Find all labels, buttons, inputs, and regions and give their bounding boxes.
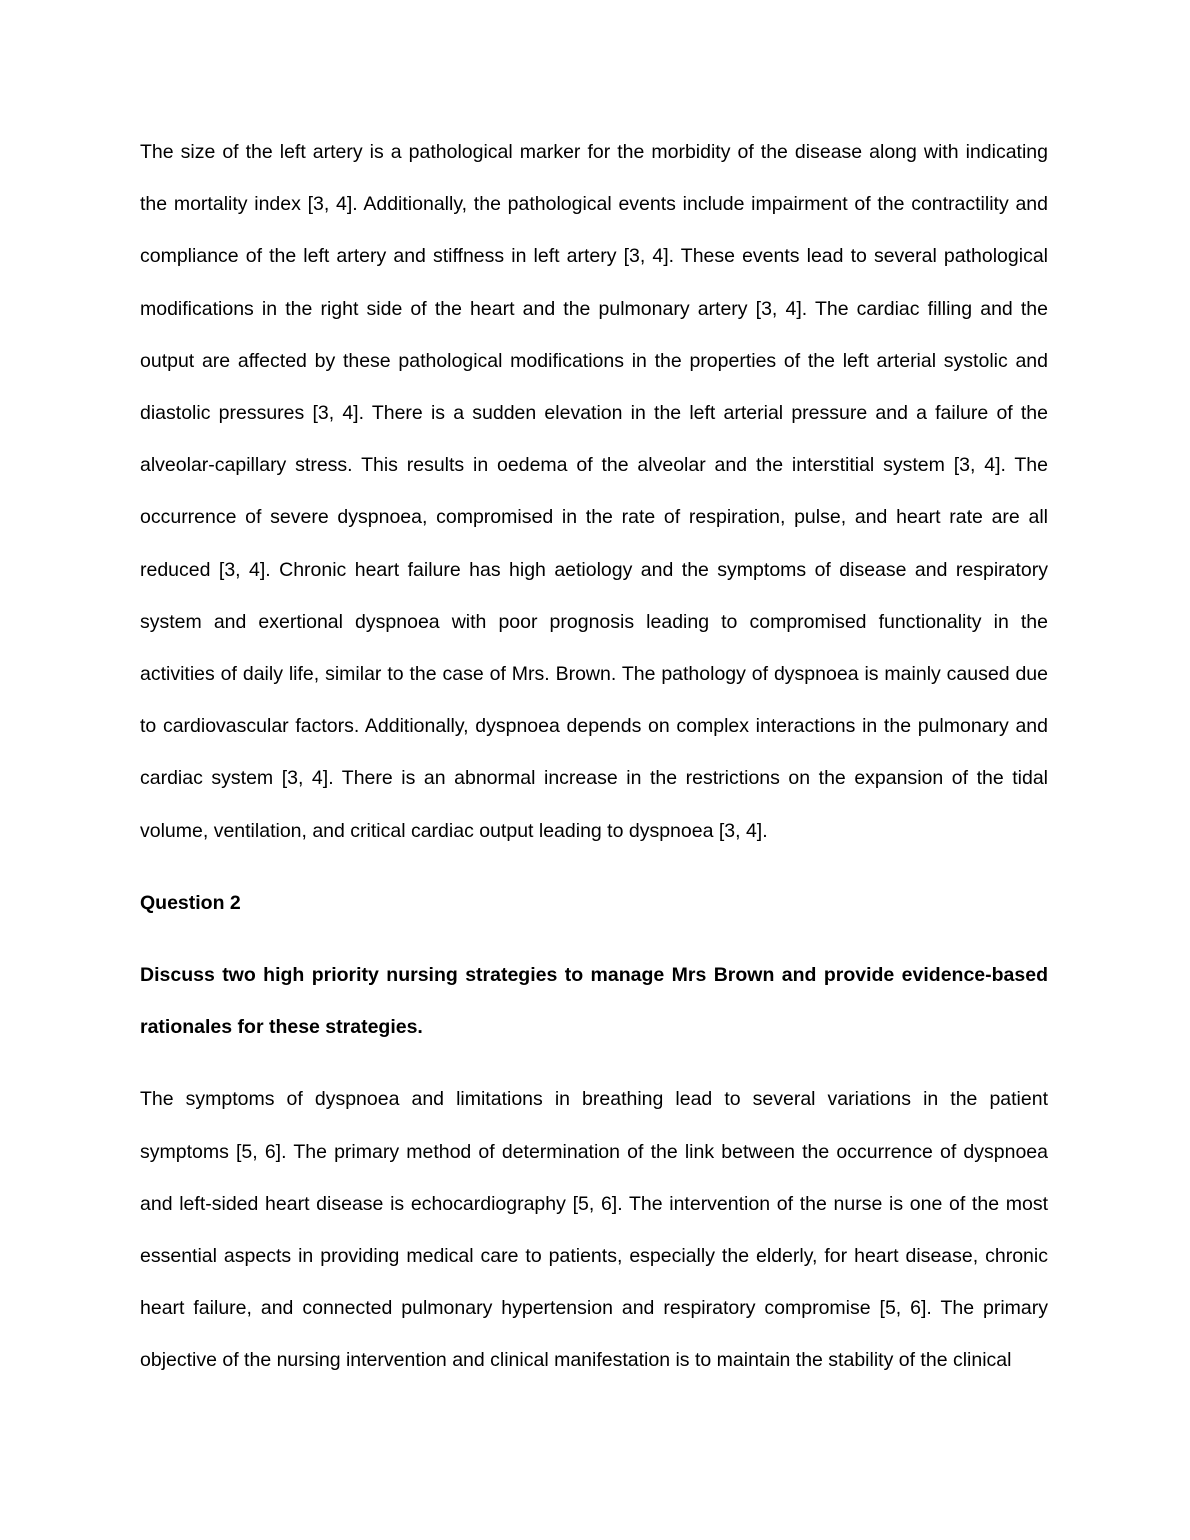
- document-page: [140, 126, 1048, 1387]
- question-heading: Question 2: [140, 891, 241, 914]
- question-prompt: Discuss two high priority nursing strategies to manage Mrs Brown and provide evidence-based rationales for these strategies.: [140, 964, 1048, 1039]
- body-paragraph: The size of the left artery is a pathological marker for the morbidity of the disease along with indicating the mortality index [3, 4]. Additionally, the pathological events include impairment of the contractility and compliance of the left artery and stiffness in left artery [3, 4]. These events lead to several pathological modifications in the right side of the heart and the pulmonary artery [3, 4]. The cardiac filling and the output are affected by these pathological modifications in the properties of the left arterial systolic and diastolic pressures [3, 4]. There is a sudden elevation in the left arterial pressure and a failure of the alveolar-capillary stress. This results in oedema of the alveolar and the interstitial system [3, 4]. The occurrence of severe dyspnoea, compromised in the rate of respiration, pulse, and heart rate are all reduced [3, 4]. Chronic heart failure has high aetiology and the symptoms of disease and respiratory system and exertional dyspnoea with poor prognosis leading to compromised functionality in the activities of daily life, similar to the case of Mrs. Brown. The pathology of dyspnoea is mainly caused due to cardiovascular factors. Additionally, dyspnoea depends on complex interactions in the pulmonary and cardiac system [3, 4]. There is an abnormal increase in the restrictions on the expansion of the tidal volume, ventilation, and critical cardiac output leading to dyspnoea [3, 4].: [140, 141, 1048, 842]
- body-paragraph: The symptoms of dyspnoea and limitations in breathing lead to several variations in the patient symptoms [5, 6]. The primary method of determination of the link between the occurrence of dyspnoea and left-sided heart disease is echocardiography [5, 6]. The intervention of the nurse is one of the most essential aspects in providing medical care to patients, especially the elderly, for heart disease, chronic heart failure, and connected pulmonary hypertension and respiratory compromise [5, 6]. The primary objective of the nursing intervention and clinical manifestation is to maintain the stability of the clinical: [140, 1088, 1048, 1372]
